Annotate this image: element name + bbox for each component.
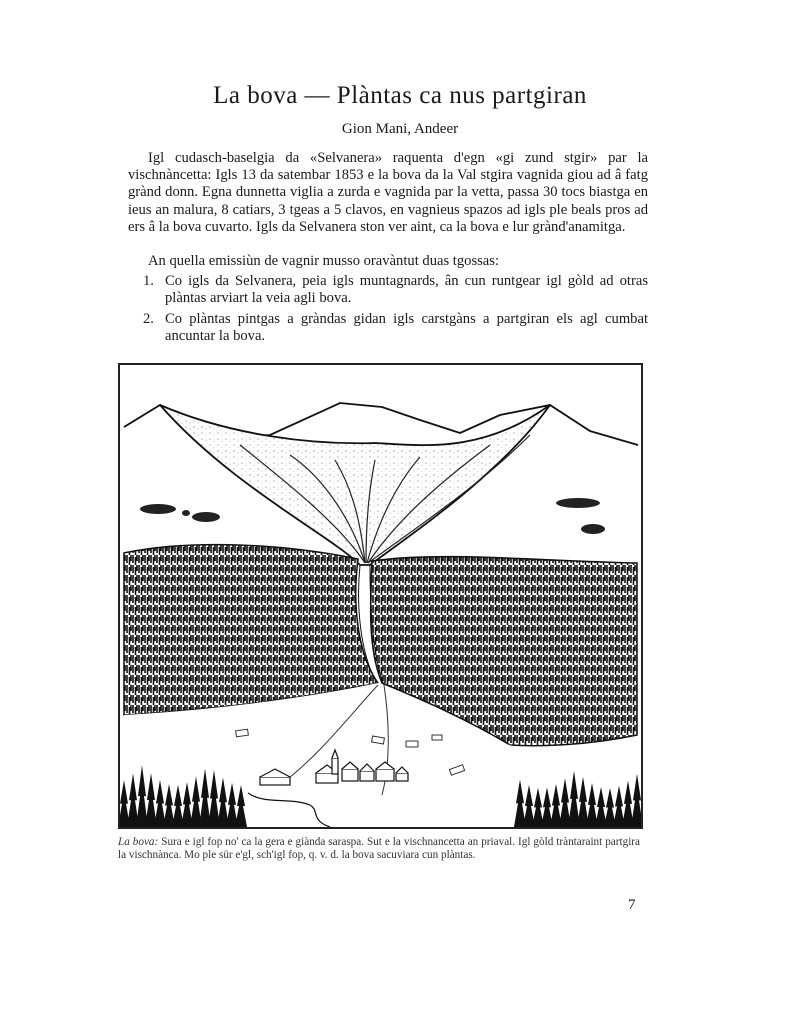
page-title: La bova — Plàntas ca nus partgiran xyxy=(213,82,587,109)
author-line: Gion Mani, Andeer xyxy=(341,121,459,137)
paragraph-lead-in: An quella emissiùn de vagnir musso oravàntut duas tgossas: xyxy=(148,253,500,269)
caption-label: La bova: xyxy=(118,836,159,848)
caption-text: Sura e igl fop no' ca la gera e giànda saraspa. Sut e la vischnancetta an priaval. Igl gòld tràntaraint partgira la vischnànca. Mo ple sür e'gl, sch'igl fop, q. v. d. la bova sacuviara cun plàntas. xyxy=(118,836,640,861)
figure-caption xyxy=(118,836,640,862)
list-item-number: 2. xyxy=(143,311,154,327)
illustration-frame xyxy=(118,363,643,829)
paragraph-intro: Igl cudasch-baselgia da «Selvanera» raquenta d'egn «gi zund stgir» par la vischnàncetta: Igls 13 da satembar 1853 e la bova da la Val stgira vagnida giou ad â fatg grànd donn. Egna dunnetta viglia a zurda e vagnida par la vetta, passa 30 tocs biastga en ieus an malura, 8 catiars, 3 tgeas a 5 clavos, en vagnieus spazos ad igls ple beals pros ad ers â la bova cuvarto. Igls da Selvanera ston ver aint, ca la bova e lur grànd'anamitga. xyxy=(128,150,648,235)
list-item-text: Co igls da Selvanera, peia igls muntagnards, ân cun runtgear igl gòld ad otras plàntas arviart la veia agli bova. xyxy=(165,273,648,307)
page-number: 7 xyxy=(628,897,636,913)
landslide-channel xyxy=(160,405,550,565)
list-item-text: Co plàntas pintgas a gràndas gidan igls carstgàns a partgiran els agl cumbat ancuntar la bova. xyxy=(165,311,648,345)
list-item xyxy=(145,311,648,345)
forest-left xyxy=(124,545,378,715)
list-item-number: 1. xyxy=(143,273,154,289)
list-item xyxy=(145,273,648,307)
landslide-illustration xyxy=(120,365,641,827)
